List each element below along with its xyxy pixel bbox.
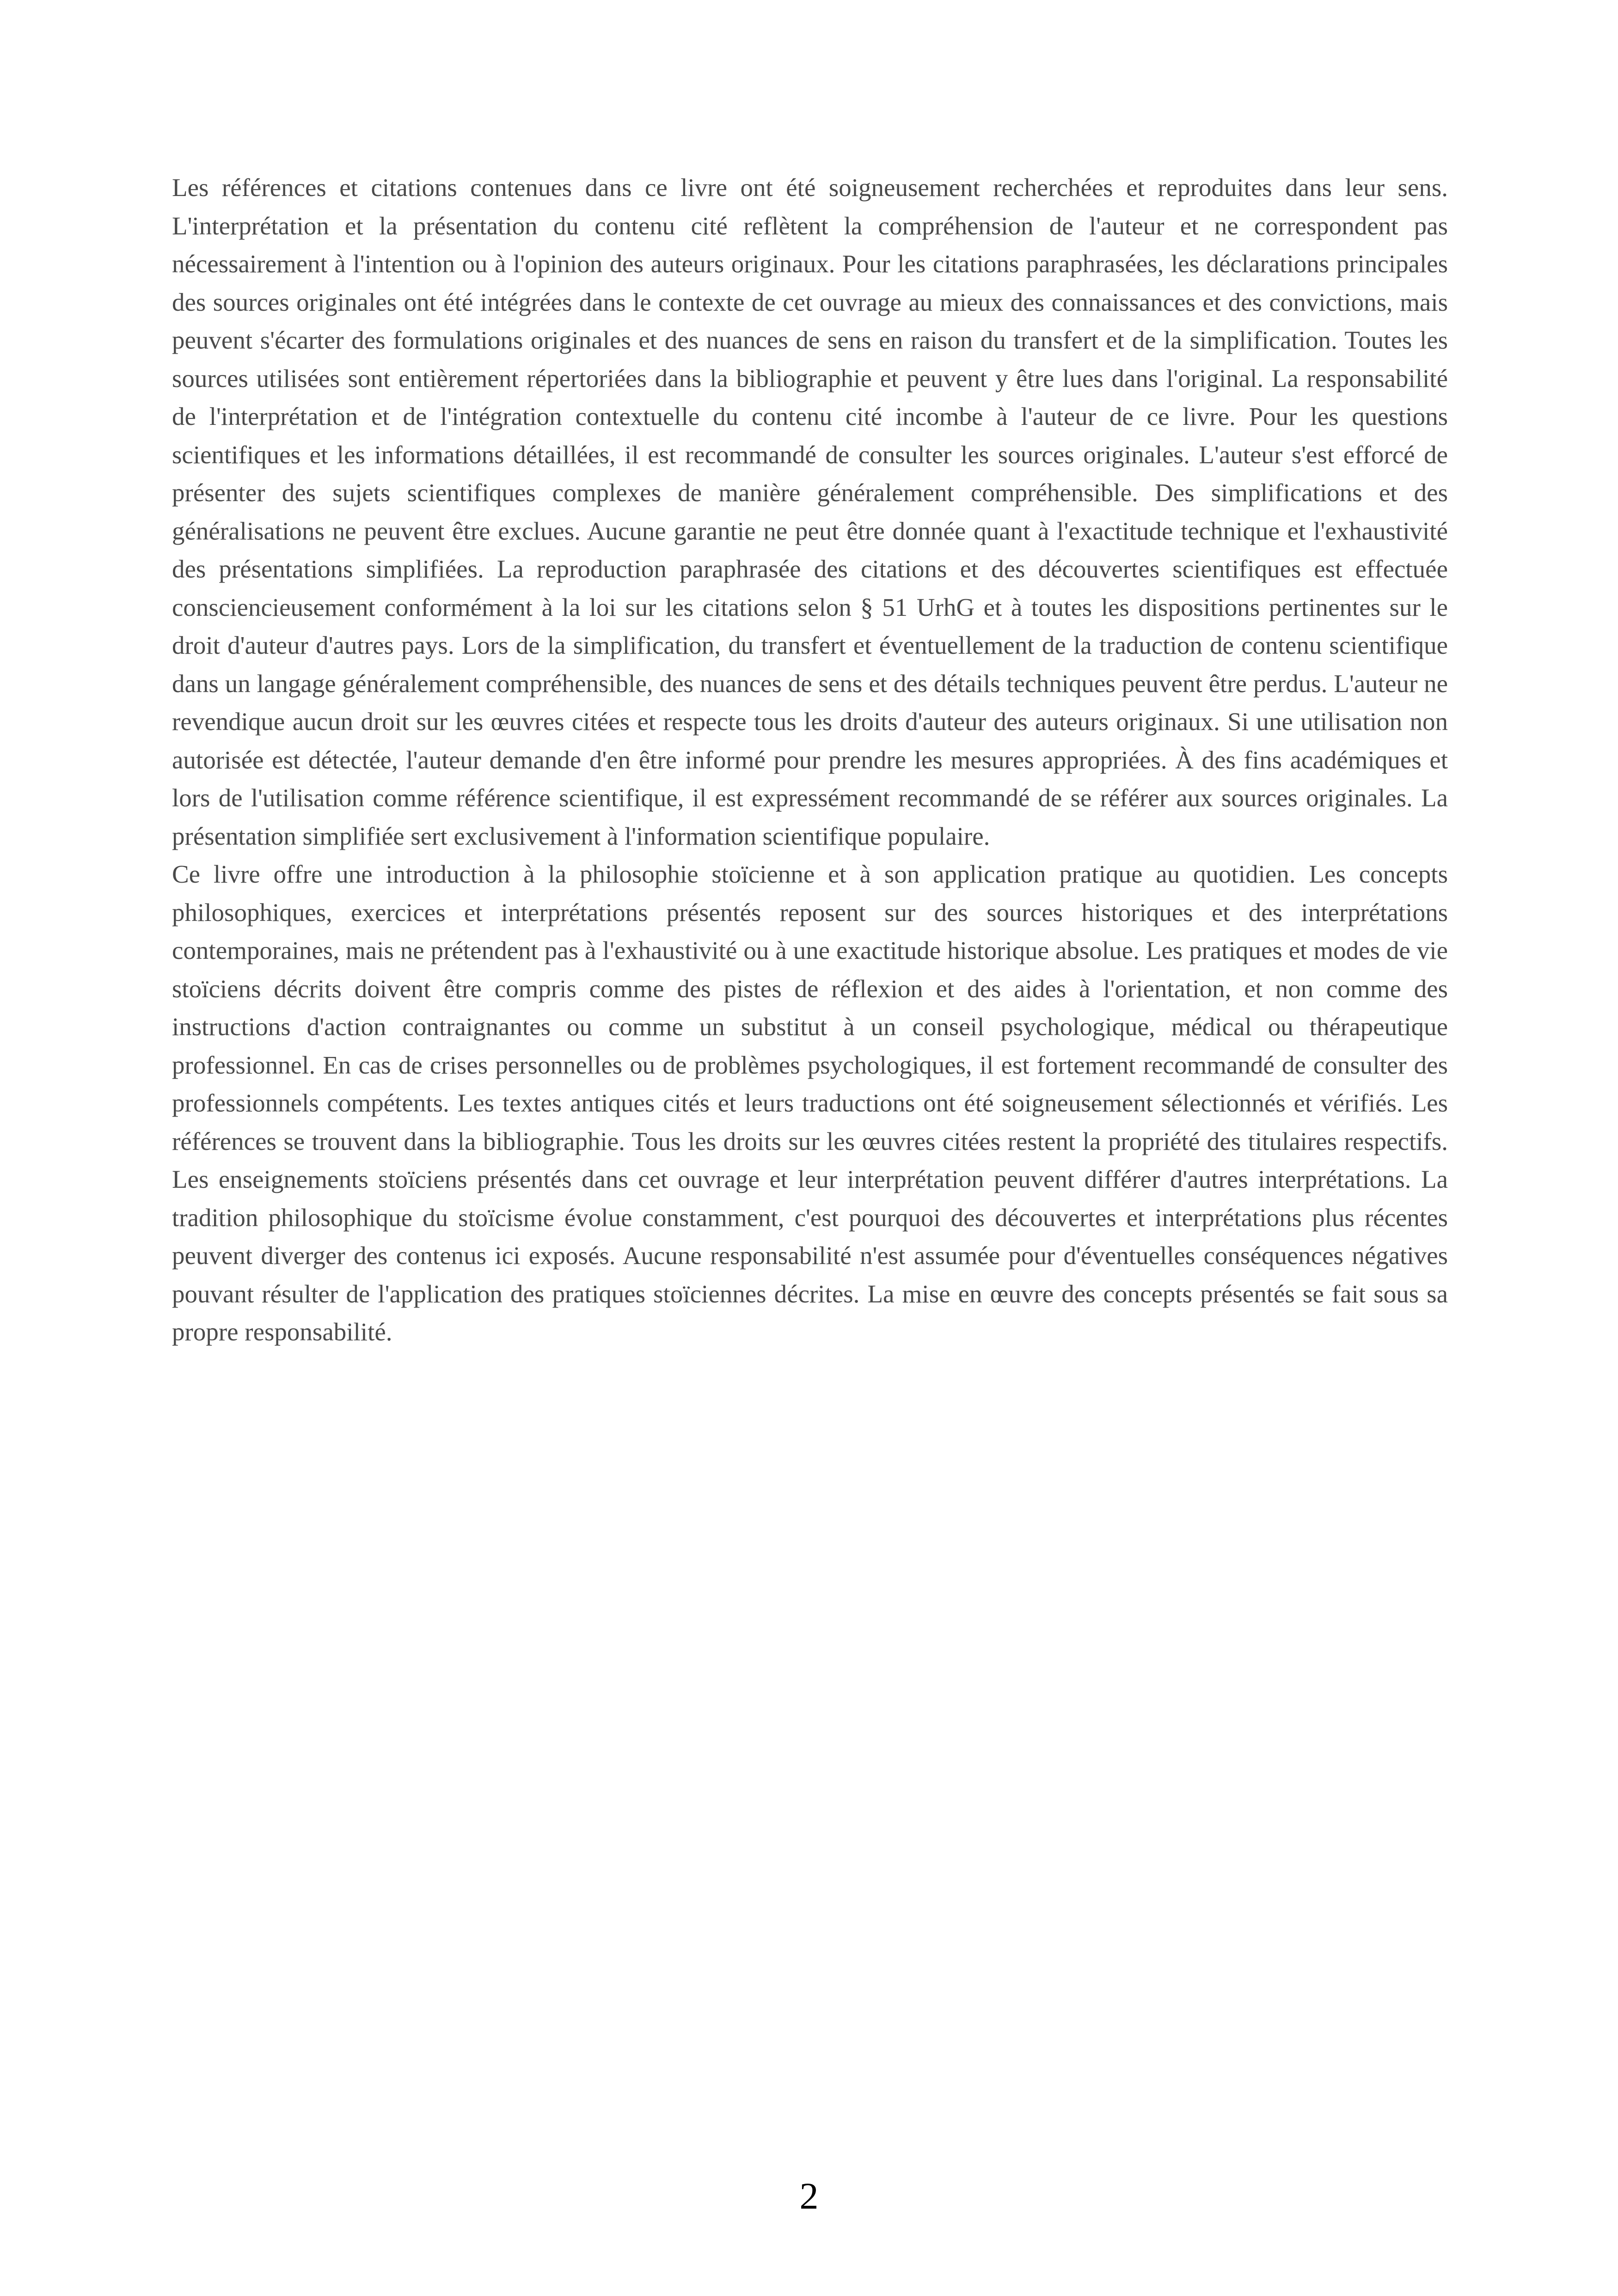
body-text	[172, 169, 1448, 1351]
page-number: 2	[799, 2175, 819, 2217]
disclaimer-paragraph-references: Les références et citations contenues dans ce livre ont été soigneusement recherchées et reproduites dans leur sens. L'interprétation et la présentation du contenu cité reflètent la compréhension de l'auteur et ne correspondent pas nécessairement à l'intention ou à l'opinion des auteurs originaux. Pour les citations paraphrasées, les déclarations principales des sources originales ont été intégrées dans le contexte de cet ouvrage au mieux des connaissances et des convictions, mais peuvent s'écarter des formulations originales et des nuances de sens en raison du transfert et de la simplification. Toutes les sources utilisées sont entièrement répertoriées dans la bibliographie et peuvent y être lues dans l'original. La responsabilité de l'interprétation et de l'intégration contextuelle du contenu cité incombe à l'auteur de ce livre. Pour les questions scientifiques et les informations détaillées, il est recommandé de consulter les sources originales. L'auteur s'est efforcé de présenter des sujets scientifiques complexes de manière généralement compréhensible. Des simplifications et des généralisations ne peuvent être exclues. Aucune garantie ne peut être donnée quant à l'exactitude technique et l'exhaustivité des présentations simplifiées. La reproduction paraphrasée des citations et des découvertes scientifiques est effectuée consciencieusement conformément à la loi sur les citations selon § 51 UrhG et à toutes les dispositions pertinentes sur le droit d'auteur d'autres pays. Lors de la simplification, du transfert et éventuellement de la traduction de contenu scientifique dans un langage généralement compréhensible, des nuances de sens et des détails techniques peuvent être perdus. L'auteur ne revendique aucun droit sur les œuvres citées et respecte tous les droits d'auteur des auteurs originaux. Si une utilisation non autorisée est détectée, l'auteur demande d'en être informé pour prendre les mesures appropriées. À des fins académiques et lors de l'utilisation comme référence scientifique, il est expressément recommandé de se référer aux sources originales. La présentation simplifiée sert exclusivement à l'information scientifique populaire.	[172, 173, 1448, 850]
disclaimer-paragraph-stoicism: Ce livre offre une introduction à la philosophie stoïcienne et à son application pratique au quotidien. Les concepts philosophiques, exercices et interprétations présentés reposent sur des sources historiques et des interprétations contemporaines, mais ne prétendent pas à l'exhaustivité ou à une exactitude historique absolue. Les pratiques et modes de vie stoïciens décrits doivent être compris comme des pistes de réflexion et des aides à l'orientation, et non comme des instructions d'action contraignantes ou comme un substitut à un conseil psychologique, médical ou thérapeutique professionnel. En cas de crises personnelles ou de problèmes psychologiques, il est fortement recommandé de consulter des professionnels compétents. Les textes antiques cités et leurs traductions ont été soigneusement sélectionnés et vérifiés. Les références se trouvent dans la bibliographie. Tous les droits sur les œuvres citées restent la propriété des titulaires respectifs. Les enseignements stoïciens présentés dans cet ouvrage et leur interprétation peuvent différer d'autres interprétations. La tradition philosophique du stoïcisme évolue constamment, c'est pourquoi des découvertes et interprétations plus récentes peuvent diverger des contenus ici exposés. Aucune responsabilité n'est assumée pour d'éventuelles conséquences négatives pouvant résulter de l'application des pratiques stoïciennes décrites. La mise en œuvre des concepts présentés se fait sous sa propre responsabilité.	[172, 860, 1448, 1346]
